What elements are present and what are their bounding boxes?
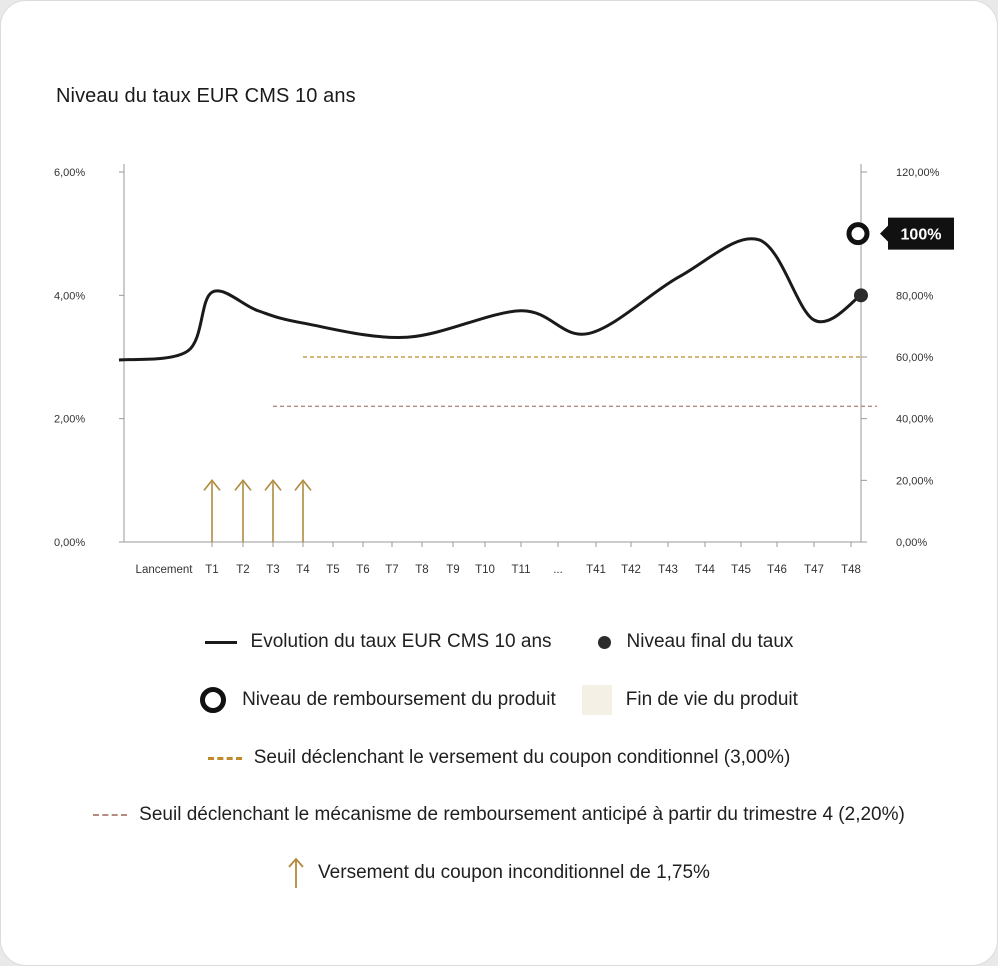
x-axis-tick-label: T42 [621,564,641,576]
x-axis-tick-label: ... [553,564,563,576]
right-axis-tick-label: 80,00% [896,290,934,303]
x-axis-tick-label: T41 [586,564,606,576]
legend-item-evolution [205,631,552,653]
x-axis-tick-label: T46 [767,564,787,576]
x-axis-tick-label: T6 [356,564,370,576]
right-axis-tick-label: 20,00% [896,475,934,488]
chart-svg [1,1,997,601]
x-axis-tick-label: T2 [236,564,250,576]
dashed-orange-swatch-icon [208,757,242,760]
right-axis-tick-label: 0,00% [896,537,928,549]
x-axis-tick-label: T44 [695,564,715,576]
legend-item-end-of-life [582,685,798,715]
legend-row-2 [1,685,997,715]
x-axis-tick-label: T9 [446,564,460,576]
arrow-up-icon [288,857,304,889]
x-axis-tick-label: T47 [804,564,824,576]
redemption-ring-marker [849,225,867,243]
legend-item-redemption [200,687,556,713]
legend-item-final [598,631,794,653]
x-axis-tick-label: T45 [731,564,751,576]
x-axis-tick-label: T3 [266,564,280,576]
legend-coupon-unconditional-label: Versement du coupon inconditionnel de 1,75% [318,862,710,883]
left-axis-tick-label: 0,00% [54,537,86,549]
ring-swatch-icon [200,687,226,713]
legend-evolution-label: Evolution du taux EUR CMS 10 ans [250,631,552,652]
x-axis-tick-label: T1 [205,564,219,576]
series-line-evolution [119,239,861,360]
x-axis-tick-label: T10 [475,564,495,576]
legend-item-coupon-threshold [208,747,791,769]
x-axis-tick-label: T7 [385,564,399,576]
x-axis-tick-label: T4 [296,564,310,576]
right-axis-tick-label: 60,00% [896,352,934,364]
square-swatch-icon [582,685,612,715]
left-axis-tick-label: 2,00% [54,413,86,426]
dashed-rose-swatch-icon [93,814,127,816]
x-axis-tick-label: T48 [841,564,861,576]
x-axis-tick-label: T5 [326,564,340,576]
left-axis-tick-label: 4,00% [54,290,86,303]
x-axis-tick-label: T43 [658,564,678,576]
legend-end-of-life-label: Fin de vie du produit [625,689,798,710]
left-axis-tick-label: 6,00% [54,167,86,179]
x-axis-tick-label: T8 [415,564,429,576]
legend-row-4 [1,804,997,826]
legend-row-5 [1,857,997,889]
legend-coupon-threshold-label: Seuil déclenchant le versement du coupon conditionnel (3,00%) [253,747,791,768]
legend-row-3 [1,747,997,769]
legend-item-early-threshold [93,804,905,826]
legend-item-coupon-unconditional [288,857,710,889]
x-axis-tick-label: Lancement [135,564,193,576]
right-axis-tick-label: 40,00% [896,413,934,426]
x-axis-tick-label: T11 [511,564,531,576]
legend-redemption-label: Niveau de remboursement du produit [242,689,556,710]
redemption-badge-label: 100% [900,226,942,244]
line-swatch-icon [205,641,237,644]
final-level-dot [854,288,868,302]
chart-title: Niveau du taux EUR CMS 10 ans [56,85,356,107]
dot-swatch-icon [598,636,611,649]
legend-final-label: Niveau final du taux [626,631,794,652]
legend-early-threshold-label: Seuil déclenchant le mécanisme de remboursement anticipé à partir du trimestre 4 (2,20%) [139,804,905,825]
right-axis-tick-label: 120,00% [896,167,940,179]
legend-row-1 [1,631,997,653]
